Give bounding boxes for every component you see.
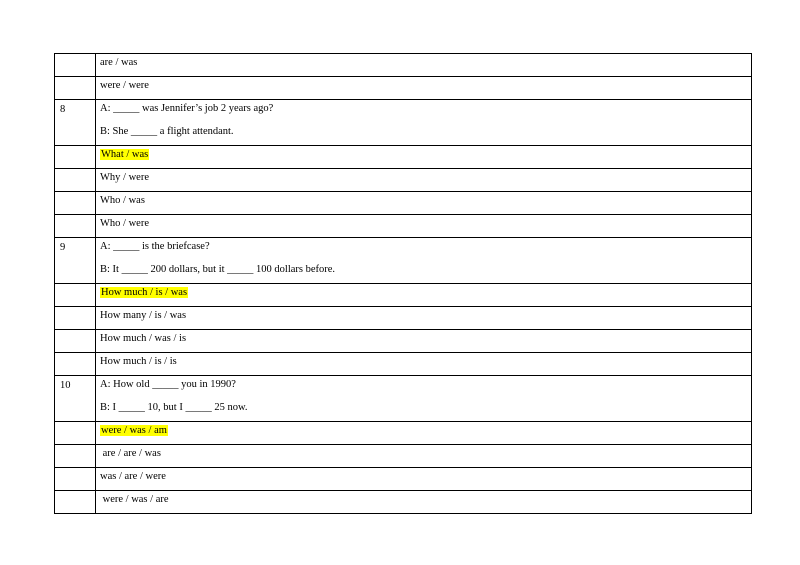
question-number-cell — [55, 422, 96, 445]
answer-option-cell — [96, 284, 752, 307]
question-number — [55, 353, 95, 356]
answer-option-text: was / are / were — [100, 471, 166, 482]
answer-option-cell — [96, 215, 752, 238]
question-text-cell — [96, 100, 752, 146]
correct-answer-highlight: How much / is / was — [101, 287, 188, 298]
question-number-cell — [55, 169, 96, 192]
question-number-cell — [55, 353, 96, 376]
answer-option-text: Who / were — [100, 218, 149, 229]
question-row-8 — [55, 100, 752, 146]
question-line-b: B: I _____ 10, but I _____ 25 now. — [100, 402, 248, 413]
question-text-cell — [96, 238, 752, 284]
question-number — [55, 468, 95, 471]
question-row-9 — [55, 238, 752, 284]
answer-option-row — [55, 468, 752, 491]
answer-option-row — [55, 169, 752, 192]
question-number-cell — [55, 192, 96, 215]
question-number-cell — [55, 100, 96, 146]
answer-option-text: Why / were — [100, 172, 149, 183]
question-number — [55, 284, 95, 287]
question-number — [55, 146, 95, 149]
answer-option-text: are / are / was — [100, 448, 161, 459]
answer-option-row — [55, 54, 752, 77]
answer-option-row — [55, 353, 752, 376]
answer-option-text: were / were — [100, 80, 149, 91]
question-line-b: B: It _____ 200 dollars, but it _____ 100 dollars before. — [100, 264, 336, 275]
question-row-10 — [55, 376, 752, 422]
question-number: 8 — [60, 104, 66, 115]
answer-option-row — [55, 146, 752, 169]
answer-option-cell — [96, 77, 752, 100]
correct-answer-highlight: What / was — [101, 149, 149, 160]
answer-option-row — [55, 330, 752, 353]
question-number-cell — [55, 146, 96, 169]
answer-option-text: Who / was — [100, 195, 145, 206]
quiz-table-body — [55, 54, 752, 514]
question-number-cell — [55, 284, 96, 307]
correct-answer-highlight: were / was / am — [101, 425, 167, 436]
question-number — [55, 77, 95, 80]
question-number-cell — [55, 330, 96, 353]
question-line-a: A: _____ is the briefcase? — [100, 241, 210, 252]
question-number — [55, 491, 95, 494]
question-number — [55, 445, 95, 448]
question-number — [55, 192, 95, 195]
answer-option-text: How many / is / was — [100, 310, 187, 321]
answer-option-row — [55, 307, 752, 330]
answer-option-row — [55, 192, 752, 215]
question-number-cell — [55, 491, 96, 514]
answer-option-text: How much / is / is — [100, 356, 177, 367]
answer-option-cell — [96, 146, 752, 169]
answer-option-cell — [96, 353, 752, 376]
question-text-cell — [96, 376, 752, 422]
question-number-cell — [55, 238, 96, 284]
question-number-cell — [55, 445, 96, 468]
question-line-a: A: How old _____ you in 1990? — [100, 379, 236, 390]
answer-option-row — [55, 77, 752, 100]
question-number — [55, 307, 95, 310]
answer-option-cell — [96, 422, 752, 445]
answer-option-cell — [96, 169, 752, 192]
question-number — [55, 422, 95, 425]
question-number-cell — [55, 307, 96, 330]
question-number — [55, 54, 95, 57]
question-number-cell — [55, 468, 96, 491]
answer-option-row — [55, 491, 752, 514]
question-number — [55, 330, 95, 333]
answer-option-cell — [96, 491, 752, 514]
quiz-table — [54, 53, 752, 514]
answer-option-row — [55, 284, 752, 307]
question-number-cell — [55, 77, 96, 100]
answer-option-row — [55, 215, 752, 238]
answer-option-text: were / was / are — [100, 494, 169, 505]
answer-option-row — [55, 445, 752, 468]
answer-option-cell — [96, 330, 752, 353]
answer-option-row — [55, 422, 752, 445]
question-number-cell — [55, 215, 96, 238]
question-number — [55, 215, 95, 218]
answer-option-cell — [96, 445, 752, 468]
question-number — [55, 169, 95, 172]
question-number: 9 — [60, 242, 66, 253]
answer-option-text: How much / was / is — [100, 333, 187, 344]
question-line-a: A: _____ was Jennifer’s job 2 years ago? — [100, 103, 274, 114]
answer-option-cell — [96, 307, 752, 330]
question-number-cell — [55, 376, 96, 422]
answer-option-cell — [96, 468, 752, 491]
question-number-cell — [55, 54, 96, 77]
question-line-b: B: She _____ a flight attendant. — [100, 126, 234, 137]
answer-option-cell — [96, 192, 752, 215]
answer-option-cell — [96, 54, 752, 77]
answer-option-text: are / was — [100, 57, 138, 68]
question-number: 10 — [60, 380, 71, 391]
